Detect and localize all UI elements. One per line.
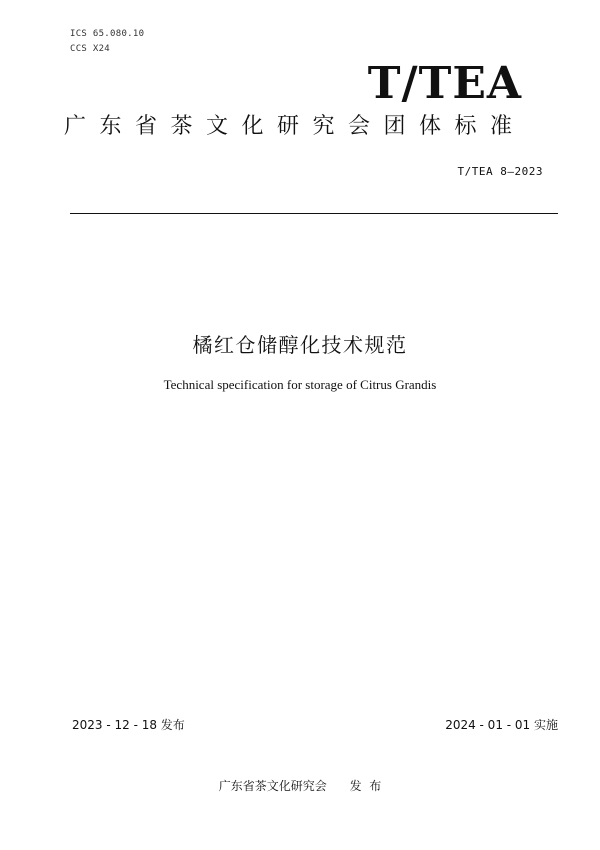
standard-type-heading: 广东省茶文化研究会团体标准	[64, 114, 526, 139]
document-title-english: Technical specification for storage of Citrus Grandis	[163, 377, 437, 392]
standard-logo: T/TEA	[367, 58, 522, 109]
implementation-date: 2024 - 01 - 01 实施	[445, 718, 558, 732]
issuing-organization: 广东省茶文化研究会 发 布	[218, 779, 382, 793]
ics-code: ICS 65.080.10	[70, 29, 145, 39]
document-title-chinese: 橘红仓储醇化技术规范	[192, 333, 408, 357]
ccs-code: CCS X24	[70, 44, 111, 54]
header-divider	[70, 213, 558, 214]
standard-number: T/TEA 8—2023	[457, 165, 543, 178]
publication-date: 2023 - 12 - 18 发布	[72, 718, 185, 732]
